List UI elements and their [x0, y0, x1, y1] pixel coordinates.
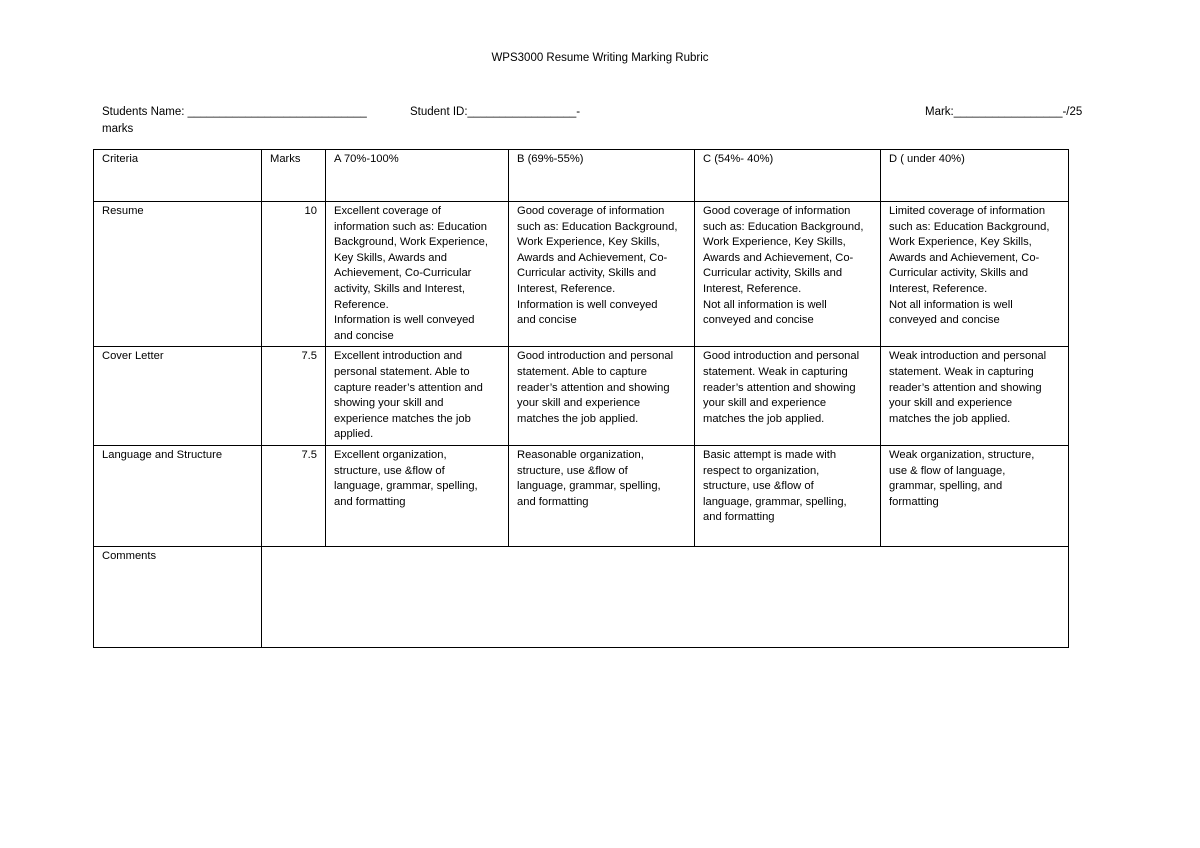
grade-a-description: Excellent introduction and personal statement. Able to capture reader’s attention and showing your skill and experience matches the job applied. — [334, 350, 483, 441]
student-id-field: Student ID:_________________- — [410, 106, 581, 118]
student-name-field: Students Name: ____________________________ — [102, 106, 367, 118]
comments-label: Comments — [94, 546, 262, 647]
header-grade-d: D ( under 40%) — [881, 150, 1069, 202]
grade-c-description: Basic attempt is made with respect to organization, structure, use &flow of language, grammar, spelling, and formatting — [703, 448, 847, 524]
row-marks: 7.5 — [262, 445, 326, 546]
grade-b-description: Good coverage of information such as: Education Background, Work Experience, Key Skills, Awards and Achievement, Co- Curricular activity, Skills and Interest, Reference. Information is well conveyed and concise — [517, 205, 678, 327]
row-marks: 7.5 — [262, 347, 326, 446]
table-row — [94, 347, 1069, 446]
header-criteria: Criteria — [94, 150, 262, 202]
grade-d-description: Weak introduction and personal statement. Weak in capturing reader’s attention and showing your skill and experience matches the job applied. — [889, 350, 1047, 425]
comments-field[interactable] — [262, 546, 1069, 647]
row-criteria: Language and Structure — [94, 445, 262, 546]
header-grade-a: A 70%-100% — [326, 150, 509, 202]
grade-c-description: Good introduction and personal statement. Weak in capturing reader’s attention and showing your skill and experience matches the job applied. — [703, 350, 860, 425]
header-grade-b: B (69%-55%) — [509, 150, 695, 202]
grade-b-description: Good introduction and personal statement. Able to capture reader’s attention and showing your skill and experience matches the job applied. — [517, 350, 674, 425]
grade-a-description: Excellent organization, structure, use &flow of language, grammar, spelling, and formatting — [334, 448, 478, 508]
row-marks: 10 — [262, 202, 326, 347]
header-marks: Marks — [262, 150, 326, 202]
grade-d-description: Weak organization, structure, use & flow of language, grammar, spelling, and formatting — [889, 448, 1035, 508]
grade-c-description: Good coverage of information such as: Education Background, Work Experience, Key Skills, Awards and Achievement, Co- Curricular activity, Skills and Interest, Reference. Not all information is well conveyed and concise — [703, 205, 864, 327]
grade-a-description: Excellent coverage of information such as: Education Background, Work Experience, Key Skills, Awards and Achievement, Co-Curricular activity, Skills and Interest, Reference. Information is well conveyed and concise — [334, 205, 489, 342]
grade-b-description: Reasonable organization, structure, use &flow of language, grammar, spelling, and formatting — [517, 448, 661, 508]
header-row — [94, 150, 1069, 202]
row-criteria: Resume — [94, 202, 262, 347]
header-grade-c: C (54%- 40%) — [695, 150, 881, 202]
mark-field: Mark:_________________-/25 — [925, 106, 1083, 118]
rubric-table — [93, 149, 1069, 648]
row-criteria: Cover Letter — [94, 347, 262, 446]
comments-row — [94, 546, 1069, 647]
table-row — [94, 445, 1069, 546]
marks-suffix: marks — [102, 123, 134, 135]
table-row — [94, 202, 1069, 347]
grade-d-description: Limited coverage of information such as: Education Background, Work Experience, Key Skills, Awards and Achievement, Co- Curricular activity, Skills and Interest, Reference. Not all information is well conveyed and concise — [889, 205, 1050, 327]
document-title: WPS3000 Resume Writing Marking Rubric — [491, 52, 709, 64]
